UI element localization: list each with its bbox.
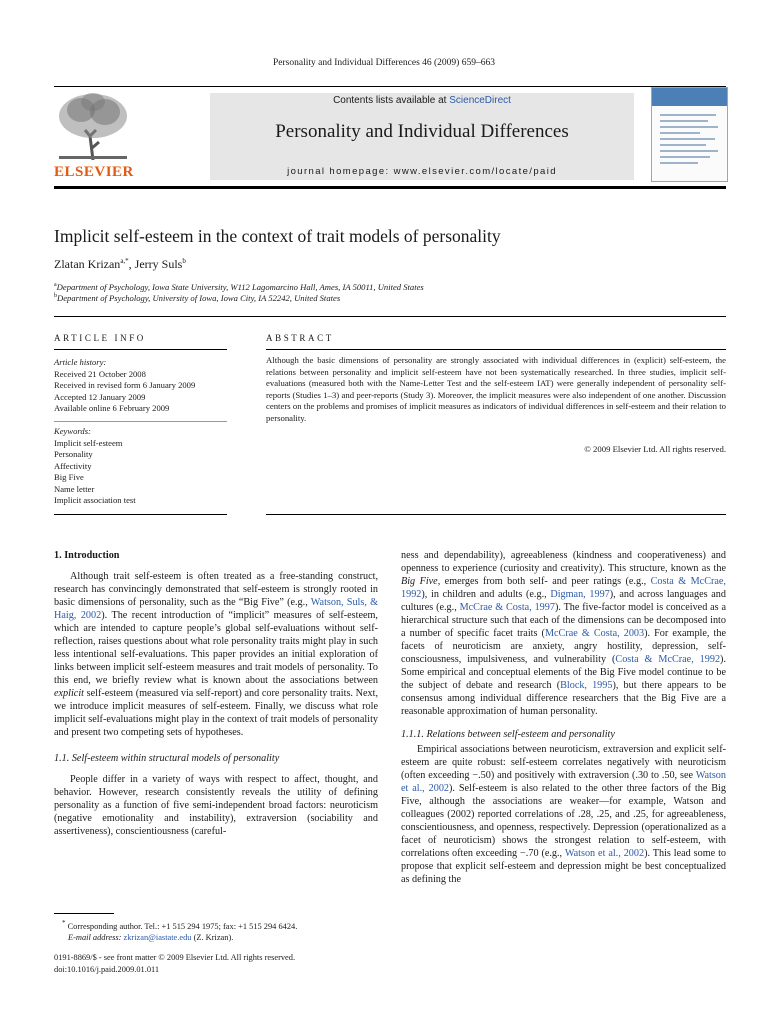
intro-paragraph	[54, 570, 378, 739]
history-label: Article history:	[54, 357, 107, 367]
emphasis-text: explicit	[54, 688, 84, 699]
keyword: Name letter	[54, 483, 95, 494]
citation-link[interactable]: Watson et al., 2002	[564, 848, 645, 859]
footnote-rule	[54, 913, 114, 914]
author-marks: b	[182, 257, 186, 265]
citation-link[interactable]: Costa & McCrae, 1992	[401, 576, 726, 600]
text-run: ). The five-factor model is conceived as a hierarchical structure such that each of the dimensions can be decomposed into a number of specific facet traits (	[401, 602, 726, 639]
subsection-heading: 1.1. Self-esteem within structural models of personality	[54, 753, 280, 764]
issn-line: 0191-8869/$ - see front matter © 2009 Elsevier Ltd. All rights reserved.	[54, 953, 296, 962]
elsevier-wordmark: ELSEVIER	[54, 164, 134, 180]
abstract-heading: ABSTRACT	[266, 333, 334, 343]
issn-block	[54, 952, 384, 975]
text-run: Although trait self-esteem is often treated as a free-standing construct, research has convincingly demonstrated that self-esteem is strongly rooted in basic dimensions of personality, such as the “Big Five” (e.g.,	[54, 571, 378, 608]
section-rule	[54, 316, 726, 317]
header-bottom-rule	[54, 186, 726, 189]
keywords-block	[54, 426, 229, 507]
keyword: Big Five	[54, 472, 84, 482]
text-run: ). Some empirical and conceptual elements of the Big Five model continue to be the subject of debate and research (	[401, 654, 726, 691]
email-suffix: (Z. Krizan).	[191, 932, 234, 942]
keyword: Implicit self-esteem	[54, 437, 123, 448]
doi-line: doi:10.1016/j.paid.2009.01.011	[54, 964, 160, 974]
contents-line	[210, 95, 634, 106]
email-link[interactable]: zkrizan@iastate.edu	[123, 932, 192, 942]
author-marks: a,*	[120, 257, 129, 265]
article-info-bottom-rule	[54, 514, 227, 515]
left-column	[54, 549, 378, 838]
subsection-paragraph: People differ in a variety of ways with respect to affect, thought, and behavior. However, research consistently reveals the utility of defining personality as a function of five semi-independent broad factors: neuroticism (negative emotionality and instability), extraversion (sociability and assertiveness), conscientiousness (careful-	[54, 774, 378, 837]
footnote-text: Corresponding author. Tel.: +1 515 294 1975; fax: +1 515 294 6424.	[65, 921, 298, 931]
citation-link[interactable]: Digman, 1997	[550, 589, 610, 600]
text-run: , emerges from both self- and peer ratings (e.g.,	[437, 576, 651, 587]
text-run: ). This lead some to propose that explicit self-esteem and depression might be best conceptualized as defining the	[401, 848, 727, 885]
introduction-heading: 1. Introduction	[54, 550, 120, 561]
keyword: Affectivity	[54, 460, 92, 471]
sciencedirect-link[interactable]: ScienceDirect	[449, 95, 511, 106]
history-item: Received 21 October 2008	[54, 368, 146, 379]
header-top-rule	[54, 86, 726, 87]
text-run: ), in children and adults (e.g.,	[421, 589, 551, 600]
running-citation: Personality and Individual Differences 46 (2009) 659–663	[273, 58, 495, 68]
author-name: Zlatan Krizan	[54, 257, 121, 271]
keyword: Personality	[54, 449, 93, 459]
citation-link[interactable]: Watson et al., 2002	[401, 770, 726, 794]
article-title: Implicit self-esteem in the context of trait models of personality	[54, 226, 501, 246]
author-name: Jerry Suls	[134, 257, 183, 271]
abstract-bottom-rule	[266, 514, 726, 515]
text-run: ). For example, the facets of neuroticism are anxiety, angry hostility, depression, self-consciousness, impulsiveness, and vulnerability (	[401, 628, 726, 665]
keywords-label: Keywords:	[54, 426, 91, 436]
citation-link[interactable]: Block, 1995	[560, 680, 613, 691]
journal-cover-thumbnail	[651, 87, 728, 182]
citation-link[interactable]: Costa & McCrae, 1992	[615, 654, 721, 665]
text-run: ness and dependability), agreeableness (kindness and cooperativeness) and openness to experience (curiosity and creativity). This structure, known as the	[401, 550, 726, 574]
abstract-text: Although the basic dimensions of personality are strongly associated with individual differences in (explicit) self-esteem, the relations between personality and implicit self-esteem have not been systematically researched. In three studies, implicit self-evaluations (measured both with the Name-Letter Test and the self-esteem IAT) were generally independent of personality self-reports (Studies 1–3) and peer-reports (Study 3). Moreover, the implicit measures were also independent of one another. Discussion centers on the problems and promises of implicit measures as indicators of individual differences in self-esteem and their relation to personality.	[266, 355, 726, 423]
text-run: ). Self-esteem is also related to the other three factors of the Big Five, although the associations are weaker—for example, Watson and colleagues (2002) reported correlations of .28, .25, and .25, for agreeableness, conscientiousness, and openness, respectively. Depression (operationalized as a facet of neuroticism) shows the strongest relation to self-esteem, with correlations often exceeding −.70 (e.g.,	[401, 783, 726, 859]
text-run: ). The recent introduction of “implicit” measures of self-esteem, which are intended to capture people’s global self-evaluations without self-reflection, raises questions about what role personality traits might play in such less intentional self-evaluations. This paper provides an initial exploration of links between implicit self-esteem measures and trait models of personality. To this end, we briefly review what is known about the associations between	[54, 610, 378, 686]
footnote-mark: *	[62, 919, 66, 927]
affiliation-b: $^b$Department of Psychology, University of Iowa, Iowa City, IA 52242, United States	[54, 293, 341, 303]
text-run: Empirical associations between neuroticism, extraversion and explicit self-esteem are quite robust: self-esteem correlates negatively with neuroticism (often exceeding −.50) and positively with extraversion (.30 to .50, see	[401, 744, 726, 781]
contents-prefix: Contents lists available at	[333, 95, 450, 106]
author-separator: ,	[128, 257, 135, 271]
subsubsection-heading: 1.1.1. Relations between self-esteem and personality	[401, 729, 615, 740]
keyword: Implicit association test	[54, 495, 136, 505]
right-column	[401, 549, 726, 886]
elsevier-tree-logo	[55, 90, 131, 162]
affiliation-a: $^a$Department of Psychology, Iowa State University, W112 Lagomarcino Hall, Ames, IA 50011, United States	[54, 282, 424, 292]
abstract-rule	[266, 349, 726, 350]
text-run: self-esteem (measured via self-report) and core personality traits. Next, we introduce implicit measures of self-esteem. Finally, we discuss what role implicit self-evaluations might play in the context of trait models of personality and present two competing sets of hypotheses.	[54, 688, 378, 738]
article-history	[54, 357, 229, 415]
email-label: E-mail address:	[68, 932, 124, 942]
history-item: Available online 6 February 2009	[54, 403, 170, 413]
citation-link[interactable]: Watson, Suls, & Haig, 2002	[54, 597, 378, 621]
text-run: ), and across languages and cultures (e.g.,	[401, 589, 726, 613]
citation-link[interactable]: McCrae & Costa, 1997	[459, 602, 555, 613]
text-run: ), but there appears to be consensus among individual difference researchers that the Big Five are a reasonable approximation of human personality.	[401, 680, 727, 717]
copyright-line: © 2009 Elsevier Ltd. All rights reserved.	[584, 444, 726, 454]
keywords-rule	[54, 421, 227, 422]
corresponding-author-footnote	[54, 918, 384, 943]
journal-title: Personality and Individual Differences	[275, 121, 569, 142]
right-paragraph	[401, 549, 726, 718]
history-item: Received in revised form 6 January 2009	[54, 380, 196, 390]
history-item: Accepted 12 January 2009	[54, 391, 146, 402]
citation-link[interactable]: McCrae & Costa, 2003	[544, 628, 645, 639]
author-line	[54, 257, 186, 272]
emphasis-text: Big Five	[401, 576, 438, 587]
right-paragraph	[401, 743, 726, 886]
journal-homepage[interactable]: journal homepage: www.elsevier.com/locate/paid	[287, 166, 557, 177]
article-info-heading: ARTICLE INFO	[54, 333, 146, 343]
article-info-rule	[54, 349, 227, 350]
